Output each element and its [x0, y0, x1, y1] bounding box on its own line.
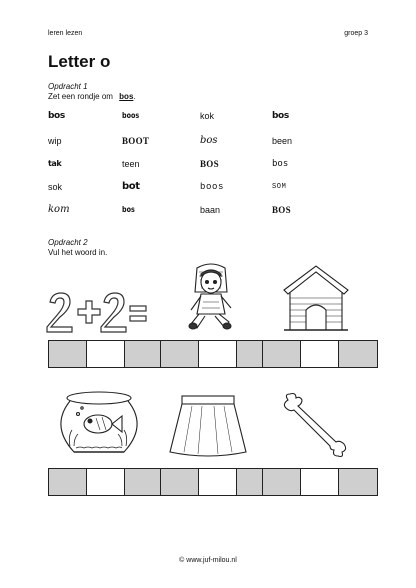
answer-box-2[interactable] — [87, 469, 125, 495]
word-r2-c0[interactable]: tak — [48, 159, 62, 168]
fishbowl-icon — [56, 390, 142, 460]
answer-box-1[interactable] — [263, 469, 301, 495]
word-r3-c0[interactable]: sok — [48, 182, 63, 192]
opdracht-1-label: Opdracht 1 — [48, 82, 88, 91]
instruction-suffix: . — [133, 92, 136, 101]
answer-box-2[interactable] — [87, 341, 125, 367]
opdracht-2-instruction: Vul het woord in. — [48, 248, 108, 257]
footer-credit: © www.juf-milou.nl — [179, 557, 237, 564]
word-r1-c0[interactable]: wip — [48, 136, 62, 146]
answer-box-2[interactable] — [301, 341, 339, 367]
answer-boxes-skirt[interactable] — [160, 468, 276, 496]
page-title: Letter o — [48, 52, 111, 71]
word-r3-c1[interactable]: bot — [122, 181, 140, 192]
word-r4-c2[interactable]: baan — [200, 205, 221, 215]
answer-box-2[interactable] — [199, 469, 237, 495]
answer-boxes-doghouse[interactable] — [262, 340, 378, 368]
opdracht-1-instruction — [48, 92, 136, 101]
word-r0-c2[interactable]: kok — [200, 111, 215, 121]
answer-box-1[interactable] — [49, 469, 87, 495]
skirt-icon — [168, 392, 248, 460]
answer-boxes-sum[interactable] — [48, 340, 164, 368]
answer-box-1[interactable] — [263, 341, 301, 367]
word-r4-c1[interactable]: bos — [122, 205, 135, 214]
word-r2-c2[interactable]: BOS — [200, 159, 219, 169]
answer-box-3[interactable] — [339, 341, 377, 367]
word-grid — [48, 110, 348, 222]
word-r4-c0[interactable]: kom — [48, 204, 70, 215]
word-r1-c2[interactable]: bos — [200, 135, 218, 146]
instruction-prefix: Zet een rondje om — [48, 92, 113, 101]
answer-box-1[interactable] — [161, 469, 199, 495]
word-r2-c1[interactable]: teen — [122, 159, 140, 169]
answer-box-1[interactable] — [161, 341, 199, 367]
word-r1-c3[interactable]: been — [272, 136, 293, 146]
answer-boxes-doll[interactable] — [160, 340, 276, 368]
answer-box-1[interactable] — [49, 341, 87, 367]
word-r3-c2[interactable]: boos — [200, 182, 225, 192]
answer-boxes-bone[interactable] — [262, 468, 378, 496]
answer-box-3[interactable] — [125, 341, 163, 367]
answer-boxes-fishbowl[interactable] — [48, 468, 164, 496]
answer-box-3[interactable] — [125, 469, 163, 495]
word-r0-c1[interactable]: boos — [122, 111, 140, 120]
doll-icon — [183, 262, 239, 334]
word-r0-c3[interactable]: bos — [272, 111, 289, 121]
bone-icon — [280, 392, 350, 458]
answer-box-2[interactable] — [199, 341, 237, 367]
doghouse-icon — [280, 262, 352, 334]
answer-box-2[interactable] — [301, 469, 339, 495]
instruction-word: bos — [119, 92, 134, 101]
opdracht-2-label: Opdracht 2 — [48, 238, 88, 247]
word-r4-c3[interactable]: BOS — [272, 205, 291, 215]
word-r3-c3[interactable]: SOM — [272, 183, 287, 191]
word-r0-c0[interactable]: bos — [48, 111, 65, 121]
header-left: leren lezen — [48, 30, 83, 37]
sum-picture-icon — [46, 290, 148, 334]
answer-box-3[interactable] — [339, 469, 377, 495]
word-r1-c1[interactable]: BOOT — [122, 136, 150, 146]
word-r2-c3[interactable]: bos — [272, 159, 289, 169]
header-right: groep 3 — [344, 30, 368, 37]
